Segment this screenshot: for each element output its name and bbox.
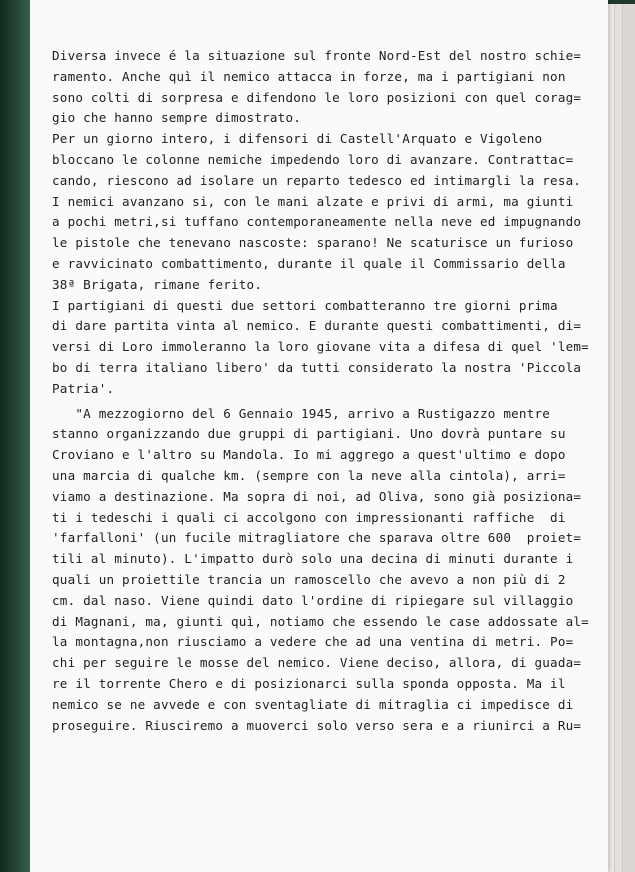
text-line: quali un proiettile trancia un ramoscello che avevo a non più di 2 bbox=[52, 571, 566, 587]
text-line: viamo a destinazione. Ma sopra di noi, ad Oliva, sono già posiziona= bbox=[52, 488, 582, 504]
scanner-background bbox=[0, 0, 30, 872]
text-line: I nemici avanzano si, con le mani alzate e privi di armi, ma giunti bbox=[52, 193, 574, 209]
text-line: la montagna,non riusciamo a vedere che ad una ventina di metri. Po= bbox=[52, 634, 574, 650]
text-line: una marcia di qualche km. (sempre con la neve alla cintola), arri= bbox=[52, 467, 566, 483]
text-line: cando, riescono ad isolare un reparto tedesco ed intimargli la resa. bbox=[52, 172, 582, 188]
text-line: nemico se ne avvede e con sventagliate di mitraglia ci impedisce di bbox=[52, 696, 574, 712]
document-body bbox=[52, 46, 600, 736]
text-line: proseguire. Riusciremo a muoverci solo verso sera e a riunirci a Ru= bbox=[52, 717, 582, 733]
text-line: I partigiani di questi due settori combatteranno tre giorni prima bbox=[52, 297, 558, 313]
text-line: gio che hanno sempre dimostrato. bbox=[52, 110, 302, 126]
text-line: 38ª Brigata, rimane ferito. bbox=[52, 276, 263, 292]
text-line: di Magnani, ma, giunti quì, notiamo che essendo le case addossate al= bbox=[52, 613, 589, 629]
text-line: chi per seguire le mosse del nemico. Viene deciso, allora, di guada= bbox=[52, 655, 582, 671]
text-line: le pistole che tenevano nascoste: sparano! Ne scaturisce un furioso bbox=[52, 235, 574, 251]
text-line: Patria'. bbox=[52, 380, 115, 396]
text-line: bo di terra italiano libero' da tutti considerato la nostra 'Piccola bbox=[52, 359, 582, 375]
text-line: Diversa invece é la situazione sul fronte Nord-Est del nostro schie= bbox=[52, 48, 582, 63]
text-line: cm. dal naso. Viene quindi dato l'ordine di ripiegare sul villaggio bbox=[52, 592, 574, 608]
text-line: ti i tedeschi i quali ci accolgono con impressionanti raffiche di bbox=[52, 509, 566, 525]
text-line: bloccano le colonne nemiche impedendo loro di avanzare. Contrattac= bbox=[52, 151, 574, 167]
text-line: stanno organizzando due gruppi di partigiani. Uno dovrà puntare su bbox=[52, 426, 566, 442]
text-line: ramento. Anche quì il nemico attacca in forze, ma i partigiani non bbox=[52, 68, 566, 84]
underlying-page-edge bbox=[622, 4, 635, 872]
text-line: versi di Loro immoleranno la loro giovane vita a difesa di quel 'lem= bbox=[52, 339, 589, 355]
text-line: a pochi metri,si tuffano contemporaneamente nella neve ed impugnando bbox=[52, 214, 582, 230]
text-line: e ravvicinato combattimento, durante il quale il Commissario della bbox=[52, 255, 566, 271]
text-line: Per un giorno intero, i difensori di Castell'Arquato e Vigoleno bbox=[52, 131, 543, 147]
text-line: Croviano e l'altro su Mandola. Io mi aggrego a quest'ultimo e dopo bbox=[52, 447, 566, 463]
text-line: 'farfalloni' (un fucile mitragliatore che sparava oltre 600 proiet= bbox=[52, 530, 582, 546]
text-line: re il torrente Chero e di posizionarci sulla sponda opposta. Ma il bbox=[52, 675, 566, 691]
text-line: di dare partita vinta al nemico. E durante questi combattimenti, di= bbox=[52, 318, 582, 334]
text-line: tili al minuto). L'impatto durò solo una decina di minuti durante i bbox=[52, 551, 574, 567]
text-line: "A mezzogiorno del 6 Gennaio 1945, arrivo a Rustigazzo mentre bbox=[52, 405, 551, 421]
text-line: sono colti di sorpresa e difendono le loro posizioni con quel corag= bbox=[52, 89, 582, 105]
